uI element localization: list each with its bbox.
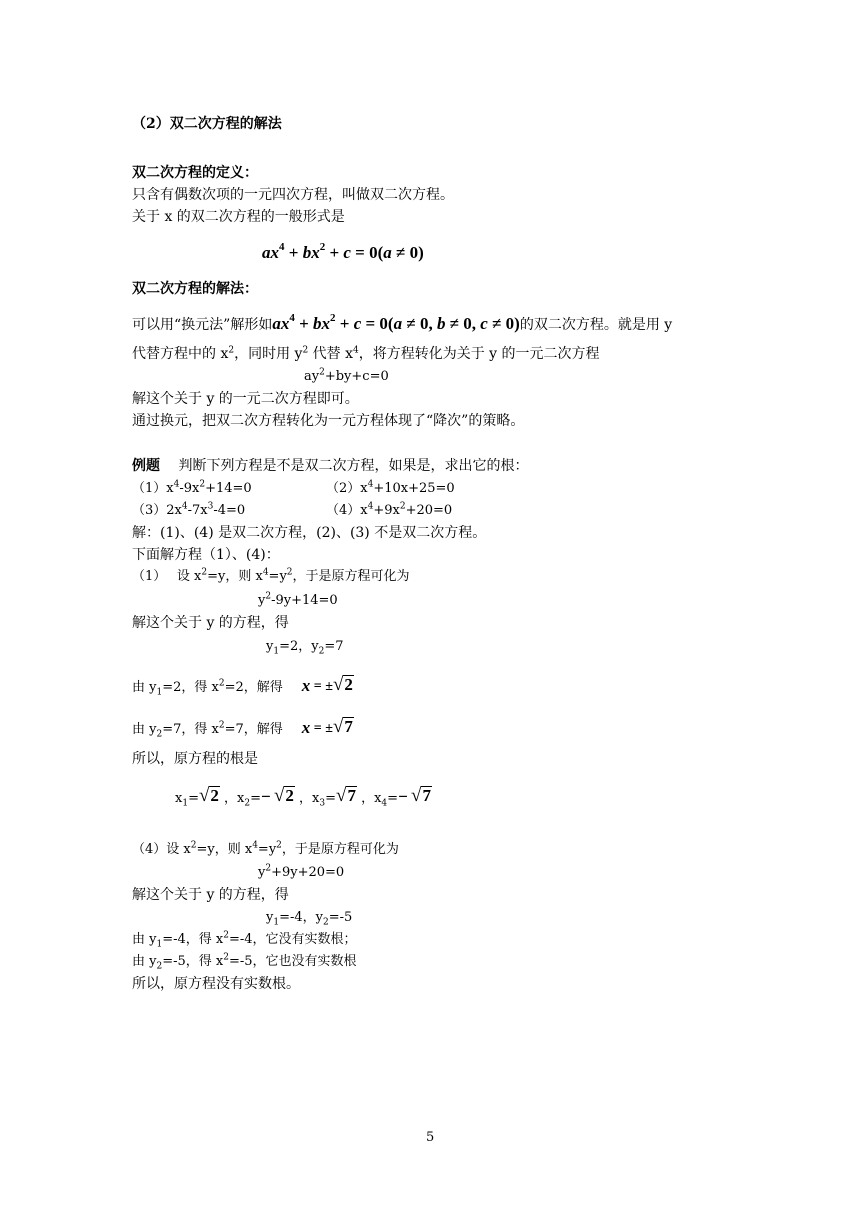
solution-4-solve: 解这个关于 y 的方程，得 (132, 887, 289, 903)
solution-4-conclusion: 所以，原方程没有实数根。 (132, 976, 300, 992)
solution-4-case-1: 由 $y_1=-4$，得 $x^2=-4$，它没有实数根； (132, 930, 357, 950)
solution-1-substitution: （1） 设 $x^2=y$，则 $x^4=y^2$，于是原方程可化为 (132, 567, 410, 584)
method-line-3: 解这个关于 y 的一元二次方程即可。 (132, 391, 359, 407)
quadratic-form: $ay^2+by+c=0$ (304, 367, 389, 384)
equation-2: $(2)x^4+10x+25=0$ (326, 479, 455, 496)
equation-1: $(1)x^4-9x^2+14=0$ (132, 479, 252, 496)
solution-1-conclusion: 所以，原方程的根是 (132, 751, 258, 767)
solution-4-substitution: （4）设 $x^2=y$，则 $x^4=y^2$，于是原方程可化为 (132, 840, 399, 857)
solution-1-equation: $y^2-9y+14=0$ (258, 591, 338, 608)
method-line-2: 代替方程中的 $x^2$，同时用 $y^2$ 代替 $x^4$，将方程转化为关于 y 的一元二次方程 (132, 345, 600, 362)
definition-heading: 双二次方程的定义： (132, 165, 258, 181)
method-line-1: 可以用“换元法”解形如$ax^4 + bx^2 + c = 0(a \ne 0$, b ≠ 0, c ≠ 0)的双二次方程。就是用 y (132, 312, 673, 333)
solution-1-solve: 解这个关于 y 的方程，得 (132, 615, 289, 631)
solution-4-case-2: 由 $y_2=-5$，得 $x^2=-5$，它也没有实数根 (132, 952, 357, 972)
page-number: 5 (426, 1130, 435, 1145)
example-prompt: 例题 判断下列方程是不是双二次方程，如果是，求出它的根： (132, 458, 529, 474)
solution-1-case-2: 由 $y_2=7$，得 $x^2=7$，解得 x = ± √ 7 (132, 716, 353, 740)
definition-text: 只含有偶数次项的一元四次方程，叫做双二次方程。 (132, 187, 454, 203)
method-line-4: 通过换元，把双二次方程转化为一元方程体现了“降次”的策略。 (132, 413, 525, 429)
solution-1-final-roots: $x_1=$ √ 2 ，$x_2=$ − √ 2 ，$x_3=$ √ 7 ，$x_4=$ − √ 7 (175, 785, 431, 809)
equation-3: $(3)2x^4-7x^3-4=0$ (132, 501, 246, 518)
solution-4-roots: $y_1=-4$，$y_2=-5$ (266, 910, 353, 928)
solution-1-case-1: 由 $y_1=2$，得 $x^2=2$，解得 x = ± √ 2 (132, 674, 353, 698)
solve-intro: 下面解方程（1）、(4)： (132, 547, 280, 563)
solution-1-roots: $y_1=2$，$y_2=7$ (266, 639, 344, 657)
section-title: （2）双二次方程的解法 (132, 116, 282, 132)
solution-4-equation: $y^2+9y+20=0$ (258, 863, 345, 880)
equation-4: $(4)x^4+9x^2+20=0$ (326, 501, 453, 518)
general-form-intro: 关于 x 的双二次方程的一般形式是 (132, 209, 345, 225)
method-heading: 双二次方程的解法： (132, 281, 258, 297)
answer-line: 解：(1)、(4) 是双二次方程，(2)、(3) 不是双二次方程。 (132, 525, 487, 541)
general-form-equation: $ax^4 + bx^2 + c = 0(a \ne 0)$ (262, 241, 424, 262)
